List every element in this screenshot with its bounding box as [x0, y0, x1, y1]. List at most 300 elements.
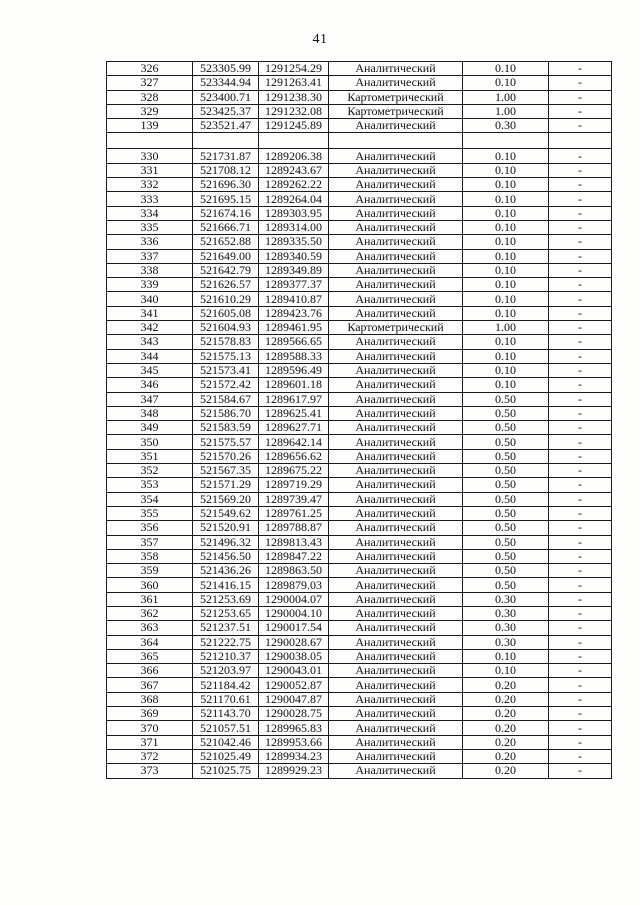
note-cell: -: [549, 406, 612, 420]
accuracy-cell: 0.10: [463, 235, 549, 249]
x-coordinate-cell: 521237.51: [193, 621, 259, 635]
y-coordinate-cell: 1289813.43: [259, 535, 329, 549]
note-cell: -: [549, 206, 612, 220]
x-coordinate-cell: 523344.94: [193, 76, 259, 90]
method-cell: Аналитический: [329, 521, 463, 535]
table-row: [107, 378, 612, 392]
note-cell: -: [549, 592, 612, 606]
accuracy-cell: 0.20: [463, 707, 549, 721]
method-cell: Аналитический: [329, 206, 463, 220]
y-coordinate-cell: 1289423.76: [259, 306, 329, 320]
accuracy-cell: 0.50: [463, 578, 549, 592]
method-cell: Аналитический: [329, 535, 463, 549]
method-cell: Аналитический: [329, 349, 463, 363]
method-cell: Аналитический: [329, 506, 463, 520]
point-number-cell: 350: [107, 435, 193, 449]
x-coordinate-cell: 521642.79: [193, 263, 259, 277]
table-row: [107, 119, 612, 133]
point-number-cell: 336: [107, 235, 193, 249]
table-row: [107, 521, 612, 535]
coordinates-table: [106, 61, 612, 779]
accuracy-cell: 1.00: [463, 90, 549, 104]
x-coordinate-cell: [193, 133, 259, 149]
coordinates-table-body: [107, 62, 612, 779]
table-row: [107, 749, 612, 763]
y-coordinate-cell: 1290028.75: [259, 707, 329, 721]
point-number-cell: 363: [107, 621, 193, 635]
note-cell: -: [549, 535, 612, 549]
y-coordinate-cell: 1289934.23: [259, 749, 329, 763]
note-cell: -: [549, 119, 612, 133]
note-cell: -: [549, 62, 612, 76]
note-cell: -: [549, 721, 612, 735]
table-row: [107, 192, 612, 206]
method-cell: Аналитический: [329, 378, 463, 392]
y-coordinate-cell: 1290038.05: [259, 649, 329, 663]
y-coordinate-cell: 1290004.10: [259, 606, 329, 620]
table-row: [107, 220, 612, 234]
note-cell: -: [549, 506, 612, 520]
x-coordinate-cell: 521604.93: [193, 321, 259, 335]
y-coordinate-cell: 1289349.89: [259, 263, 329, 277]
y-coordinate-cell: 1289461.95: [259, 321, 329, 335]
y-coordinate-cell: 1290047.87: [259, 692, 329, 706]
point-number-cell: 353: [107, 478, 193, 492]
y-coordinate-cell: 1289243.67: [259, 163, 329, 177]
accuracy-cell: 0.50: [463, 449, 549, 463]
y-coordinate-cell: 1289206.38: [259, 149, 329, 163]
method-cell: Аналитический: [329, 464, 463, 478]
table-row: [107, 306, 612, 320]
x-coordinate-cell: 521170.61: [193, 692, 259, 706]
accuracy-cell: 0.10: [463, 292, 549, 306]
point-number-cell: 328: [107, 90, 193, 104]
y-coordinate-cell: 1289566.65: [259, 335, 329, 349]
accuracy-cell: 0.50: [463, 406, 549, 420]
point-number-cell: [107, 133, 193, 149]
table-row: [107, 235, 612, 249]
accuracy-cell: 0.20: [463, 749, 549, 763]
table-row: [107, 76, 612, 90]
point-number-cell: 334: [107, 206, 193, 220]
point-number-cell: 345: [107, 363, 193, 377]
table-row: [107, 449, 612, 463]
note-cell: -: [549, 90, 612, 104]
x-coordinate-cell: 521626.57: [193, 278, 259, 292]
point-number-cell: 335: [107, 220, 193, 234]
y-coordinate-cell: 1289761.25: [259, 506, 329, 520]
y-coordinate-cell: 1289588.33: [259, 349, 329, 363]
y-coordinate-cell: 1289965.83: [259, 721, 329, 735]
y-coordinate-cell: 1290028.67: [259, 635, 329, 649]
note-cell: -: [549, 220, 612, 234]
note-cell: -: [549, 606, 612, 620]
accuracy-cell: 0.10: [463, 192, 549, 206]
x-coordinate-cell: 521666.71: [193, 220, 259, 234]
y-coordinate-cell: 1289303.95: [259, 206, 329, 220]
x-coordinate-cell: 521586.70: [193, 406, 259, 420]
y-coordinate-cell: 1291245.89: [259, 119, 329, 133]
x-coordinate-cell: 521184.42: [193, 678, 259, 692]
table-row: [107, 435, 612, 449]
y-coordinate-cell: 1289656.62: [259, 449, 329, 463]
table-row: [107, 649, 612, 663]
y-coordinate-cell: 1289377.37: [259, 278, 329, 292]
note-cell: -: [549, 392, 612, 406]
accuracy-cell: 0.50: [463, 521, 549, 535]
x-coordinate-cell: 521708.12: [193, 163, 259, 177]
note-cell: -: [549, 678, 612, 692]
x-coordinate-cell: 521203.97: [193, 664, 259, 678]
accuracy-cell: 0.50: [463, 464, 549, 478]
x-coordinate-cell: 521696.30: [193, 178, 259, 192]
note-cell: -: [549, 349, 612, 363]
y-coordinate-cell: 1290052.87: [259, 678, 329, 692]
table-row: [107, 464, 612, 478]
accuracy-cell: 0.10: [463, 76, 549, 90]
y-coordinate-cell: 1289719.29: [259, 478, 329, 492]
method-cell: Аналитический: [329, 735, 463, 749]
note-cell: -: [549, 235, 612, 249]
x-coordinate-cell: 521549.62: [193, 506, 259, 520]
y-coordinate-cell: 1289625.41: [259, 406, 329, 420]
x-coordinate-cell: 521210.37: [193, 649, 259, 663]
table-row: [107, 707, 612, 721]
note-cell: -: [549, 263, 612, 277]
x-coordinate-cell: 521605.08: [193, 306, 259, 320]
point-number-cell: 371: [107, 735, 193, 749]
note-cell: -: [549, 178, 612, 192]
x-coordinate-cell: 521253.65: [193, 606, 259, 620]
point-number-cell: 343: [107, 335, 193, 349]
y-coordinate-cell: 1289627.71: [259, 421, 329, 435]
note-cell: -: [549, 521, 612, 535]
point-number-cell: 354: [107, 492, 193, 506]
accuracy-cell: 0.50: [463, 535, 549, 549]
method-cell: Аналитический: [329, 621, 463, 635]
point-number-cell: 362: [107, 606, 193, 620]
x-coordinate-cell: 521731.87: [193, 149, 259, 163]
method-cell: Аналитический: [329, 592, 463, 606]
method-cell: Аналитический: [329, 664, 463, 678]
note-cell: -: [549, 192, 612, 206]
accuracy-cell: 0.10: [463, 306, 549, 320]
point-number-cell: 139: [107, 119, 193, 133]
table-row: [107, 635, 612, 649]
point-number-cell: 347: [107, 392, 193, 406]
note-cell: -: [549, 764, 612, 778]
x-coordinate-cell: 521571.29: [193, 478, 259, 492]
note-cell: -: [549, 363, 612, 377]
accuracy-cell: 1.00: [463, 321, 549, 335]
point-number-cell: 341: [107, 306, 193, 320]
table-row: [107, 292, 612, 306]
point-number-cell: 372: [107, 749, 193, 763]
table-row: [107, 349, 612, 363]
point-number-cell: 346: [107, 378, 193, 392]
y-coordinate-cell: 1289953.66: [259, 735, 329, 749]
note-cell: -: [549, 635, 612, 649]
y-coordinate-cell: 1290004.07: [259, 592, 329, 606]
table-row: [107, 592, 612, 606]
method-cell: Аналитический: [329, 478, 463, 492]
y-coordinate-cell: 1289788.87: [259, 521, 329, 535]
table-row: [107, 178, 612, 192]
note-cell: -: [549, 76, 612, 90]
point-number-cell: 355: [107, 506, 193, 520]
x-coordinate-cell: 521569.20: [193, 492, 259, 506]
x-coordinate-cell: 521416.15: [193, 578, 259, 592]
point-number-cell: 339: [107, 278, 193, 292]
table-row: [107, 606, 612, 620]
point-number-cell: 357: [107, 535, 193, 549]
accuracy-cell: 0.10: [463, 178, 549, 192]
method-cell: Аналитический: [329, 492, 463, 506]
x-coordinate-cell: 523521.47: [193, 119, 259, 133]
method-cell: Аналитический: [329, 578, 463, 592]
method-cell: Аналитический: [329, 306, 463, 320]
y-coordinate-cell: 1290017.54: [259, 621, 329, 635]
note-cell: -: [549, 692, 612, 706]
x-coordinate-cell: 521573.41: [193, 363, 259, 377]
accuracy-cell: 0.50: [463, 392, 549, 406]
method-cell: Аналитический: [329, 692, 463, 706]
point-number-cell: 352: [107, 464, 193, 478]
table-row: [107, 278, 612, 292]
point-number-cell: 326: [107, 62, 193, 76]
note-cell: -: [549, 249, 612, 263]
accuracy-cell: 0.10: [463, 278, 549, 292]
method-cell: Аналитический: [329, 163, 463, 177]
x-coordinate-cell: 521652.88: [193, 235, 259, 249]
method-cell: Аналитический: [329, 178, 463, 192]
page-number: 41: [312, 32, 328, 47]
accuracy-cell: 0.50: [463, 421, 549, 435]
accuracy-cell: 0.10: [463, 220, 549, 234]
note-cell: -: [549, 435, 612, 449]
note-cell: -: [549, 664, 612, 678]
note-cell: -: [549, 163, 612, 177]
x-coordinate-cell: 521674.16: [193, 206, 259, 220]
method-cell: Аналитический: [329, 278, 463, 292]
accuracy-cell: 0.10: [463, 249, 549, 263]
note-cell: -: [549, 321, 612, 335]
method-cell: Аналитический: [329, 292, 463, 306]
point-number-cell: 342: [107, 321, 193, 335]
x-coordinate-cell: 521584.67: [193, 392, 259, 406]
table-row: [107, 549, 612, 563]
y-coordinate-cell: 1289410.87: [259, 292, 329, 306]
table-row: [107, 335, 612, 349]
y-coordinate-cell: 1289264.04: [259, 192, 329, 206]
method-cell: Аналитический: [329, 678, 463, 692]
accuracy-cell: 0.20: [463, 764, 549, 778]
accuracy-cell: 0.50: [463, 506, 549, 520]
x-coordinate-cell: 521042.46: [193, 735, 259, 749]
table-row-blank: [107, 133, 612, 149]
y-coordinate-cell: 1289739.47: [259, 492, 329, 506]
accuracy-cell: 0.20: [463, 735, 549, 749]
note-cell: -: [549, 564, 612, 578]
x-coordinate-cell: 523425.37: [193, 104, 259, 118]
x-coordinate-cell: 521222.75: [193, 635, 259, 649]
x-coordinate-cell: 521583.59: [193, 421, 259, 435]
x-coordinate-cell: 521575.13: [193, 349, 259, 363]
note-cell: -: [549, 649, 612, 663]
method-cell: Картометрический: [329, 90, 463, 104]
point-number-cell: 366: [107, 664, 193, 678]
method-cell: Картометрический: [329, 104, 463, 118]
accuracy-cell: 0.30: [463, 606, 549, 620]
x-coordinate-cell: 521570.26: [193, 449, 259, 463]
table-row: [107, 535, 612, 549]
method-cell: Аналитический: [329, 564, 463, 578]
accuracy-cell: 0.10: [463, 62, 549, 76]
table-row: [107, 492, 612, 506]
note-cell: -: [549, 149, 612, 163]
table-row: [107, 392, 612, 406]
note-cell: -: [549, 749, 612, 763]
accuracy-cell: 0.10: [463, 335, 549, 349]
y-coordinate-cell: 1291232.08: [259, 104, 329, 118]
method-cell: Аналитический: [329, 76, 463, 90]
table-row: [107, 664, 612, 678]
note-cell: -: [549, 378, 612, 392]
note-cell: -: [549, 335, 612, 349]
x-coordinate-cell: 521436.26: [193, 564, 259, 578]
x-coordinate-cell: 521025.49: [193, 749, 259, 763]
accuracy-cell: 0.50: [463, 435, 549, 449]
method-cell: Аналитический: [329, 421, 463, 435]
table-row: [107, 692, 612, 706]
point-number-cell: 369: [107, 707, 193, 721]
table-row: [107, 104, 612, 118]
table-row: [107, 363, 612, 377]
point-number-cell: 368: [107, 692, 193, 706]
accuracy-cell: 0.10: [463, 206, 549, 220]
x-coordinate-cell: 521610.29: [193, 292, 259, 306]
accuracy-cell: 0.10: [463, 163, 549, 177]
accuracy-cell: 0.50: [463, 492, 549, 506]
method-cell: Аналитический: [329, 335, 463, 349]
accuracy-cell: 0.20: [463, 721, 549, 735]
y-coordinate-cell: 1289601.18: [259, 378, 329, 392]
table-row: [107, 735, 612, 749]
point-number-cell: 358: [107, 549, 193, 563]
note-cell: -: [549, 104, 612, 118]
method-cell: Аналитический: [329, 220, 463, 234]
point-number-cell: 329: [107, 104, 193, 118]
method-cell: Аналитический: [329, 235, 463, 249]
y-coordinate-cell: 1289642.14: [259, 435, 329, 449]
point-number-cell: 373: [107, 764, 193, 778]
method-cell: Аналитический: [329, 635, 463, 649]
note-cell: -: [549, 449, 612, 463]
point-number-cell: 327: [107, 76, 193, 90]
x-coordinate-cell: 523305.99: [193, 62, 259, 76]
table-row: [107, 406, 612, 420]
accuracy-cell: 0.30: [463, 119, 549, 133]
x-coordinate-cell: 521496.32: [193, 535, 259, 549]
accuracy-cell: 0.10: [463, 363, 549, 377]
point-number-cell: 344: [107, 349, 193, 363]
y-coordinate-cell: 1289340.59: [259, 249, 329, 263]
method-cell: Аналитический: [329, 707, 463, 721]
table-row: [107, 321, 612, 335]
note-cell: -: [549, 421, 612, 435]
accuracy-cell: 0.20: [463, 678, 549, 692]
table-row: [107, 678, 612, 692]
point-number-cell: 360: [107, 578, 193, 592]
y-coordinate-cell: 1291254.29: [259, 62, 329, 76]
table-row: [107, 62, 612, 76]
method-cell: Аналитический: [329, 449, 463, 463]
method-cell: Картометрический: [329, 321, 463, 335]
table-row: [107, 721, 612, 735]
table-row: [107, 249, 612, 263]
point-number-cell: 332: [107, 178, 193, 192]
point-number-cell: 348: [107, 406, 193, 420]
point-number-cell: 359: [107, 564, 193, 578]
y-coordinate-cell: 1289335.50: [259, 235, 329, 249]
accuracy-cell: 0.30: [463, 635, 549, 649]
note-cell: [549, 133, 612, 149]
method-cell: Аналитический: [329, 149, 463, 163]
y-coordinate-cell: 1289929.23: [259, 764, 329, 778]
accuracy-cell: 0.50: [463, 564, 549, 578]
method-cell: Аналитический: [329, 764, 463, 778]
x-coordinate-cell: 521575.57: [193, 435, 259, 449]
accuracy-cell: 0.50: [463, 549, 549, 563]
point-number-cell: 340: [107, 292, 193, 306]
x-coordinate-cell: 521025.75: [193, 764, 259, 778]
table-row: [107, 478, 612, 492]
x-coordinate-cell: 521057.51: [193, 721, 259, 735]
note-cell: -: [549, 478, 612, 492]
y-coordinate-cell: 1289596.49: [259, 363, 329, 377]
point-number-cell: 365: [107, 649, 193, 663]
method-cell: Аналитический: [329, 62, 463, 76]
y-coordinate-cell: 1289863.50: [259, 564, 329, 578]
method-cell: Аналитический: [329, 649, 463, 663]
table-row: [107, 621, 612, 635]
y-coordinate-cell: 1289617.97: [259, 392, 329, 406]
point-number-cell: 333: [107, 192, 193, 206]
method-cell: Аналитический: [329, 249, 463, 263]
x-coordinate-cell: 521253.69: [193, 592, 259, 606]
method-cell: Аналитический: [329, 435, 463, 449]
y-coordinate-cell: 1289675.22: [259, 464, 329, 478]
note-cell: -: [549, 278, 612, 292]
note-cell: -: [549, 578, 612, 592]
x-coordinate-cell: 521520.91: [193, 521, 259, 535]
table-row: [107, 90, 612, 104]
accuracy-cell: 0.30: [463, 621, 549, 635]
point-number-cell: 337: [107, 249, 193, 263]
method-cell: Аналитический: [329, 392, 463, 406]
point-number-cell: 364: [107, 635, 193, 649]
accuracy-cell: 1.00: [463, 104, 549, 118]
x-coordinate-cell: 521143.70: [193, 707, 259, 721]
point-number-cell: 351: [107, 449, 193, 463]
method-cell: [329, 133, 463, 149]
table-row: [107, 764, 612, 778]
table-row: [107, 506, 612, 520]
x-coordinate-cell: 521649.00: [193, 249, 259, 263]
accuracy-cell: 0.10: [463, 349, 549, 363]
accuracy-cell: 0.10: [463, 378, 549, 392]
note-cell: -: [549, 306, 612, 320]
